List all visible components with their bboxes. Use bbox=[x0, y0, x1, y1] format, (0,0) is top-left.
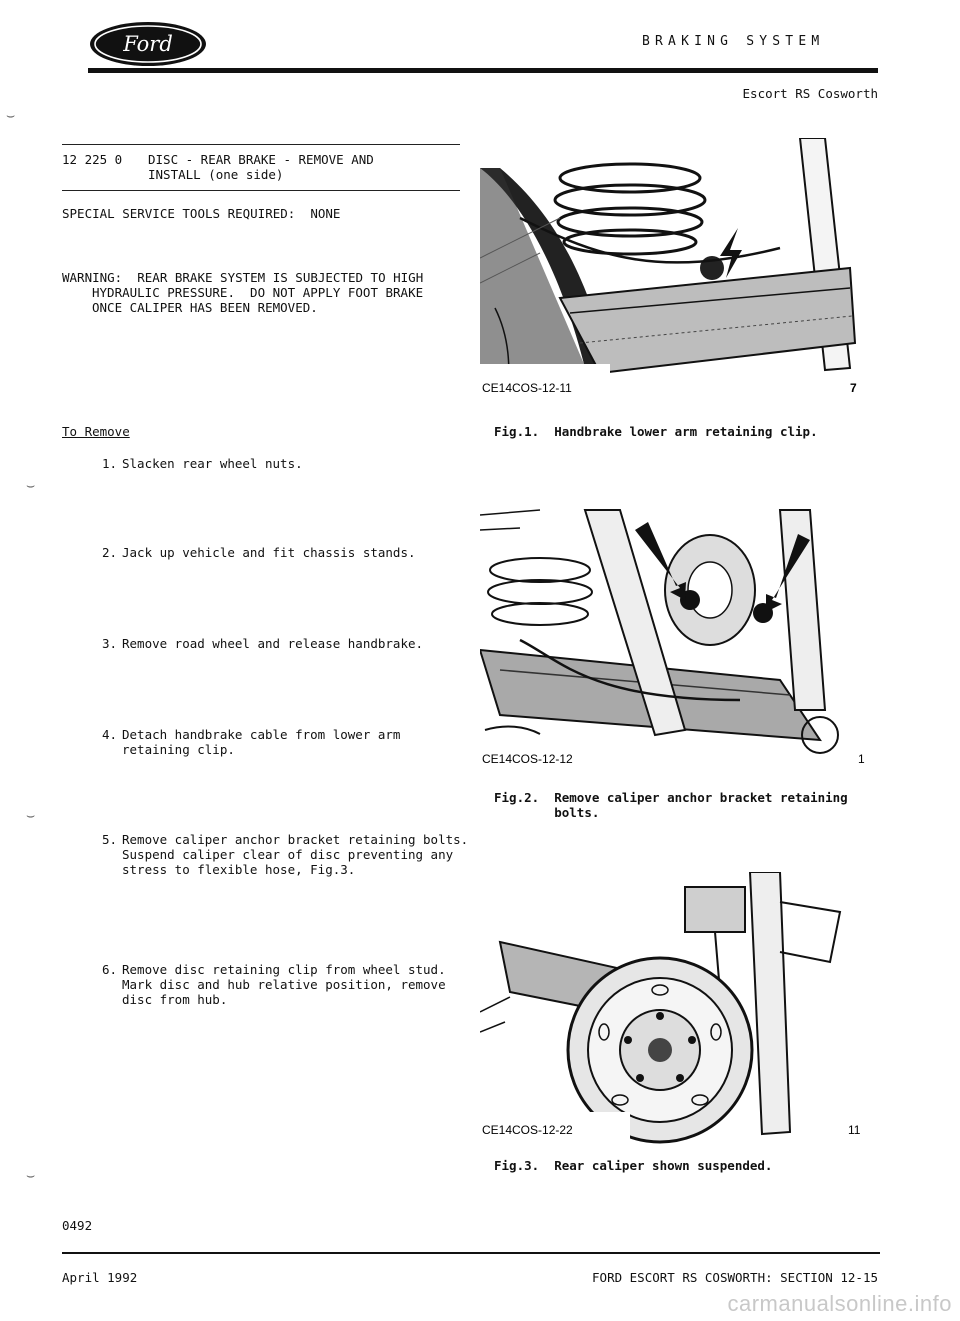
footer-section: FORD ESCORT RS COSWORTH: SECTION 12-15 bbox=[592, 1270, 878, 1285]
margin-mark: ⌣ bbox=[26, 808, 36, 824]
svg-text:7: 7 bbox=[850, 381, 857, 395]
page-title: BRAKING SYSTEM bbox=[642, 34, 825, 49]
step-line: disc from hub. bbox=[122, 992, 228, 1007]
special-tools: SPECIAL SERVICE TOOLS REQUIRED: NONE bbox=[62, 206, 341, 221]
document-code: 0492 bbox=[62, 1218, 93, 1233]
step-line: Remove disc retaining clip from wheel stud. bbox=[122, 962, 446, 977]
margin-mark: ⌣ bbox=[6, 108, 16, 124]
step-number: 3. bbox=[102, 636, 118, 651]
figure-1-illustration bbox=[480, 138, 870, 404]
step-line: Detach handbrake cable from lower arm bbox=[122, 727, 401, 742]
figure-2-caption-line: Fig.2. Remove caliper anchor bracket retaining bbox=[494, 790, 848, 805]
watermark: carmanualsonline.info bbox=[727, 1291, 952, 1316]
procedure-number: 12 225 0 bbox=[62, 152, 123, 167]
step-text bbox=[122, 962, 446, 1007]
step-line: retaining clip. bbox=[122, 742, 235, 757]
step-line: Suspend caliper clear of disc preventing any bbox=[122, 847, 454, 862]
section-rule-bottom bbox=[62, 190, 460, 191]
step-text: Jack up vehicle and fit chassis stands. bbox=[122, 545, 416, 560]
svg-text:11: 11 bbox=[848, 1123, 861, 1137]
procedure-title-line: INSTALL (one side) bbox=[148, 167, 284, 182]
figure-3-illustration bbox=[480, 872, 870, 1144]
section-heading: To Remove bbox=[62, 424, 130, 439]
svg-text:Ford: Ford bbox=[123, 32, 173, 56]
procedure-title-line: DISC - REAR BRAKE - REMOVE AND bbox=[148, 152, 374, 167]
figure-2-caption bbox=[494, 790, 848, 820]
warning-line: ONCE CALIPER HAS BEEN REMOVED. bbox=[92, 300, 318, 315]
page-subtitle: Escort RS Cosworth bbox=[742, 86, 878, 101]
step-text: Slacken rear wheel nuts. bbox=[122, 456, 303, 471]
warning-line: HYDRAULIC PRESSURE. DO NOT APPLY FOOT BRAKE bbox=[92, 285, 424, 300]
step-line: stress to flexible hose, Fig.3. bbox=[122, 862, 356, 877]
step-line: Remove caliper anchor bracket retaining bolts. bbox=[122, 832, 469, 847]
step-number: 2. bbox=[102, 545, 118, 560]
ford-logo bbox=[88, 20, 208, 68]
procedure-title bbox=[148, 152, 374, 182]
step-text bbox=[122, 832, 468, 877]
step-text: Remove road wheel and release handbrake. bbox=[122, 636, 424, 651]
step-number: 1. bbox=[102, 456, 118, 471]
step-number: 6. bbox=[102, 962, 118, 977]
figure-1-caption: Fig.1. Handbrake lower arm retaining clip. bbox=[494, 424, 818, 439]
svg-text:CE14COS-12-11: CE14COS-12-11 bbox=[482, 381, 572, 395]
margin-mark: ⌣ bbox=[26, 1168, 36, 1184]
svg-text:CE14COS-12-12: CE14COS-12-12 bbox=[482, 752, 573, 766]
warning-body bbox=[92, 285, 423, 315]
figure-3-caption: Fig.3. Rear caliper shown suspended. bbox=[494, 1158, 773, 1173]
margin-mark: ⌣ bbox=[26, 478, 36, 494]
step-number: 4. bbox=[102, 727, 118, 742]
header-rule bbox=[88, 68, 878, 73]
svg-text:CE14COS-12-22: CE14COS-12-22 bbox=[482, 1123, 573, 1137]
figure-2-caption-line: bolts. bbox=[554, 805, 600, 820]
step-text bbox=[122, 727, 400, 757]
footer-date: April 1992 bbox=[62, 1270, 138, 1285]
section-rule-top bbox=[62, 144, 460, 145]
figure-2-illustration bbox=[480, 500, 870, 772]
footer-rule bbox=[62, 1252, 880, 1254]
step-number: 5. bbox=[102, 832, 118, 847]
svg-text:1: 1 bbox=[858, 752, 865, 766]
warning-line: WARNING: REAR BRAKE SYSTEM IS SUBJECTED TO HIGH bbox=[62, 270, 424, 285]
step-line: Mark disc and hub relative position, remove bbox=[122, 977, 446, 992]
